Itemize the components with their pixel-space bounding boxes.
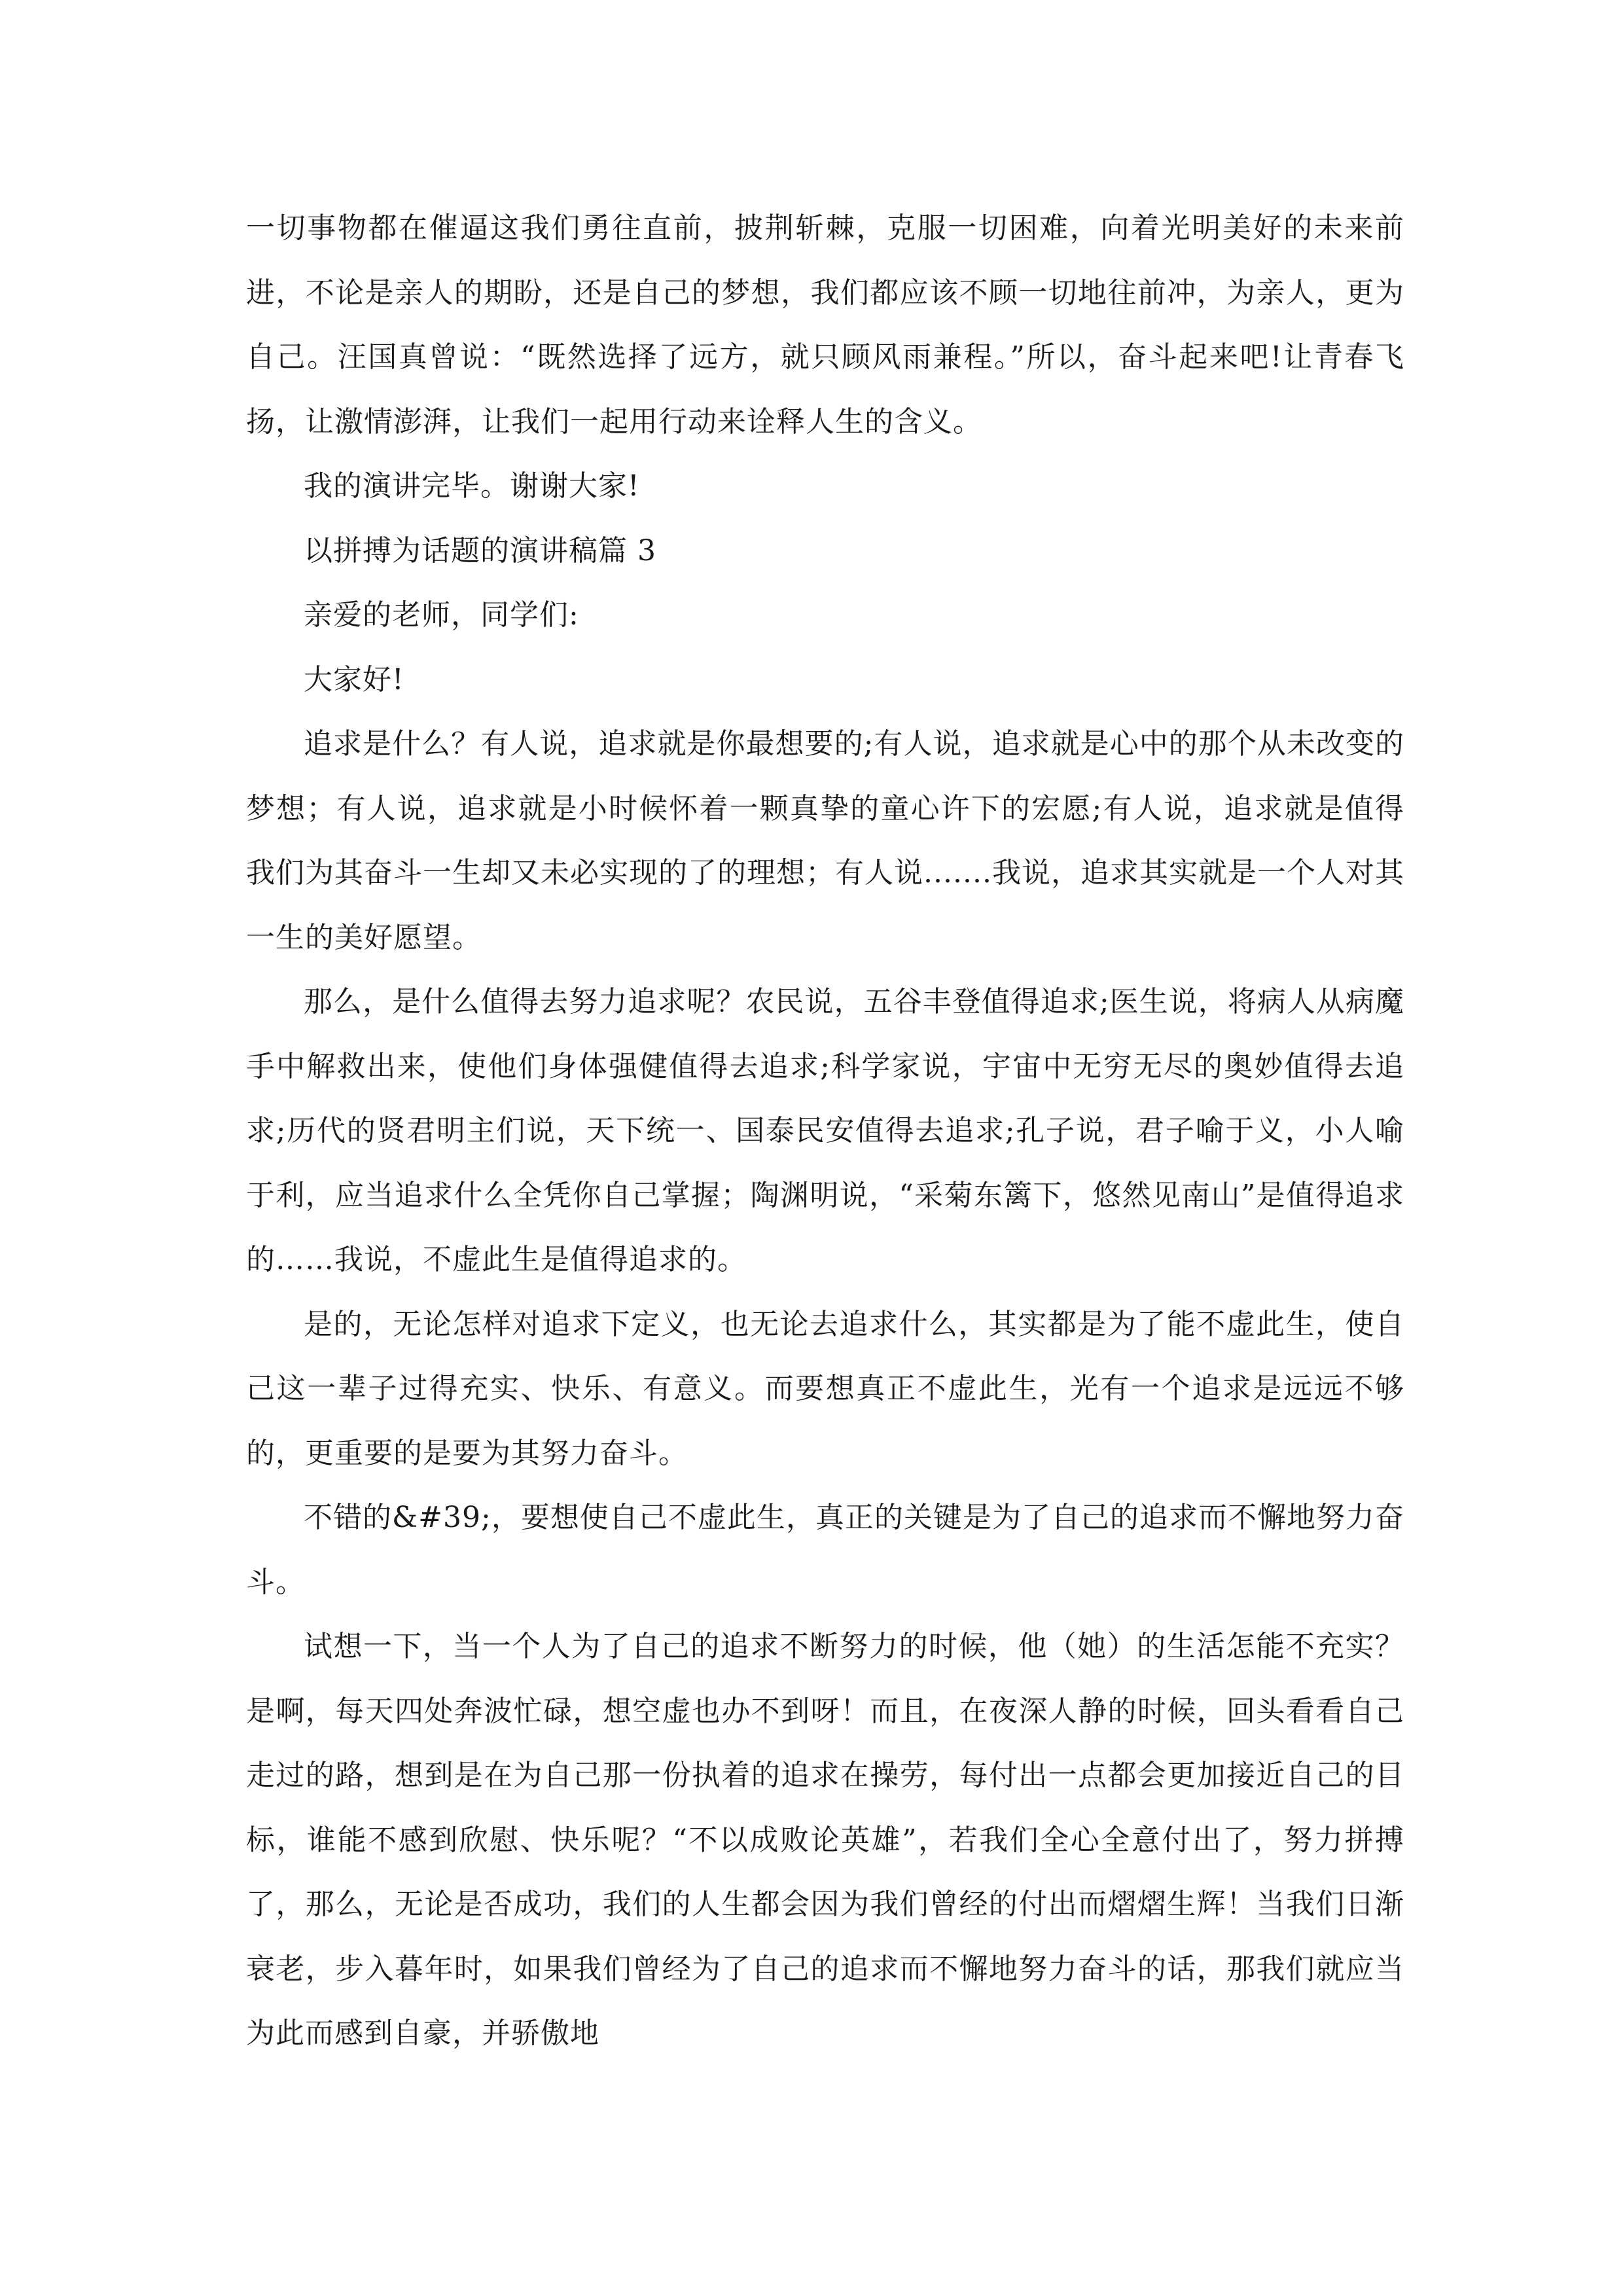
paragraph-what-is-pursuit: 追求是什么？有人说，追求就是你最想要的;有人说，追求就是心中的那个从未改变的梦想；有人说，追求就是小时候怀着一颗真挚的童心许下的宏愿;有人说，追求就是值得我们为其奋斗一生却又未必实现的了的理想；有人说.......我说，追求其实就是一个人对其一生的美好愿望。 — [246, 727, 1404, 954]
section-title: 以拼搏为话题的演讲稿篇 3 — [304, 533, 656, 567]
paragraph-key-point: 不错的&#39;，要想使自己不虚此生，真正的关键是为了自己的追求而不懈地努力奋斗。 — [246, 1501, 1404, 1599]
paragraph-closing-excerpt: 一切事物都在催逼这我们勇往直前，披荆斩棘，克服一切困难，向着光明美好的未来前进，不论是亲人的期盼，还是自己的梦想，我们都应该不顾一切地往前冲，为亲人，更为自己。汪国真曾说：“既然选择了远方，就只顾风雨兼程。”所以，奋斗起来吧!让青春飞扬，让激情澎湃，让我们一起用行动来诠释人生的含义。 — [246, 211, 1404, 439]
paragraph-imagine: 试想一下，当一个人为了自己的追求不断努力的时候，他（她）的生活怎能不充实？是啊，每天四处奔波忙碌，想空虚也办不到呀！而且，在夜深人静的时候，回头看看自己走过的路，想到是在为自己那一份执着的追求在操劳，每付出一点都会更加接近自己的目标，谁能不感到欣慰、快乐呢？“不以成败论英雄”，若我们全心全意付出了，努力拼搏了，那么，无论是否成功，我们的人生都会因为我们曾经的付出而熠熠生辉！当我们日渐衰老，步入暮年时，如果我们曾经为了自己的追求而不懈地努力奋斗的话，那我们就应当为此而感到自豪，并骄傲地 — [246, 1630, 1404, 2050]
salutation: 亲爱的老师，同学们: — [304, 598, 579, 632]
greeting: 大家好! — [304, 662, 404, 696]
paragraph-worth-pursuing: 那么，是什么值得去努力追求呢？农民说，五谷丰登值得追求;医生说，将病人从病魔手中解救出来，使他们身体强健值得去追求;科学家说，宇宙中无穷无尽的奥妙值得去追求;历代的贤君明主们说，天下统一、国泰民安值得去追求;孔子说，君子喻于义，小人喻于利，应当追求什么全凭你自己掌握；陶渊明说，“采菊东篱下，悠然见南山”是值得追求的……我说，不虚此生是值得追求的。 — [246, 985, 1404, 1276]
paragraph-definition: 是的，无论怎样对追求下定义，也无论去追求什么，其实都是为了能不虚此生，使自己这一辈子过得充实、快乐、有意义。而要想真正不虚此生，光有一个追求是远远不够的，更重要的是要为其努力奋斗。 — [246, 1307, 1404, 1470]
document-page — [246, 196, 1404, 2066]
paragraph-speech-end: 我的演讲完毕。谢谢大家! — [304, 469, 640, 503]
